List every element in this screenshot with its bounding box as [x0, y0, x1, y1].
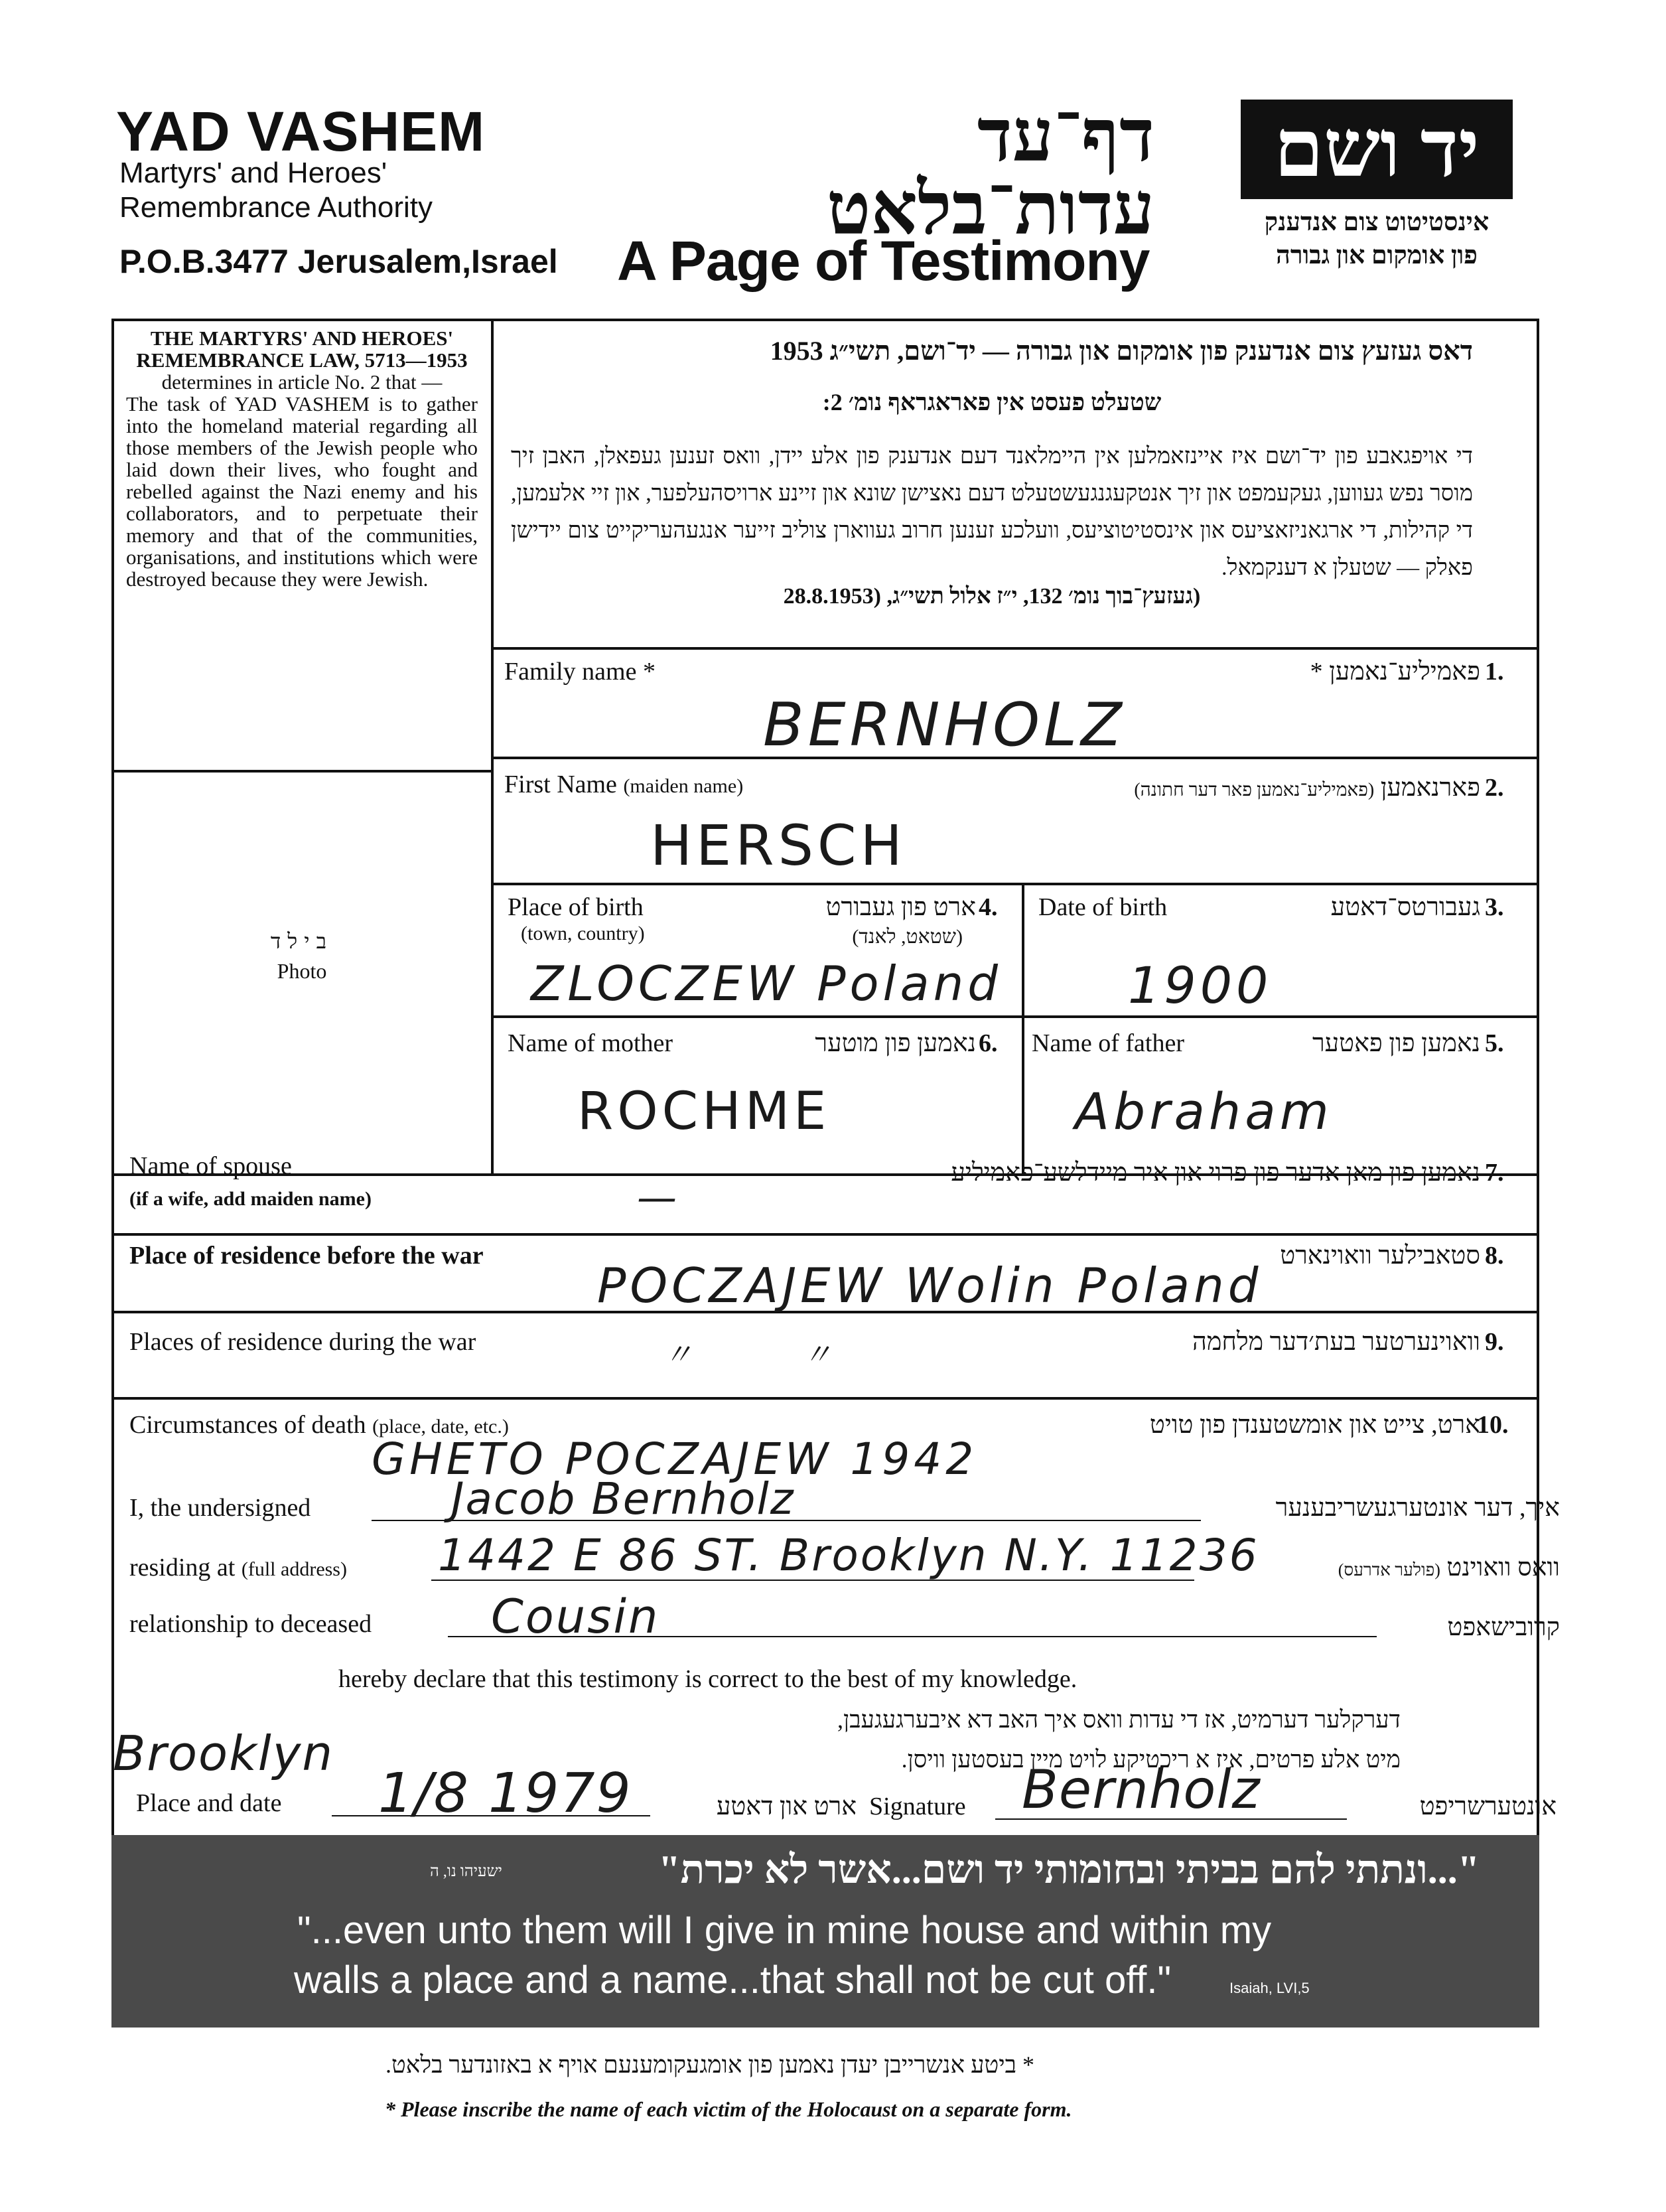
- place-value[interactable]: Brooklyn: [113, 1726, 334, 1781]
- residence-before-war-hebrew-label: סטאבילער וואוינארט: [1280, 1242, 1480, 1270]
- mother-name-hebrew-label: נאמען פון מוטער: [815, 1029, 976, 1057]
- father-name-label: Name of father: [1032, 1029, 1184, 1057]
- spouse-name-number: 7.: [1485, 1159, 1504, 1187]
- date-of-birth-number: 3.: [1485, 893, 1504, 921]
- family-name-number: 1.: [1485, 658, 1504, 686]
- quote-band: [111, 1835, 1539, 2028]
- residence-during-war-number: 9.: [1485, 1328, 1504, 1356]
- relationship-label: relationship to deceased: [129, 1610, 372, 1638]
- undersigned-label: I, the undersigned: [129, 1494, 311, 1522]
- law-hebrew-heading: דאס געזעץ צום אנדענק פון אומקום און גבורה — יד־ושם, תשי״ג 1953: [770, 336, 1473, 366]
- law-hebrew-body: די אויפגאבע פון יד־ושם איז איינזאמלען אין היימלאנד דעם אנדענק פון אלע יידן, וואס זענען געפאלן, האבן זיך מוסר נפש געווען, געקעמפט און זיך אנטקעגנגעשטעלט דעם נאצישן שונא און זיינע ארויסהעלפער, און זיי אלעמען, די קהילות, די ארגאניזאציעס און אינסטיטוציעס, וועלכע זענען חרוב געווארן צוליב זייער אנגעהעריקייט צום יידישן פאלק — שטעלן א דענקמאל.: [511, 444, 1473, 580]
- father-name-hebrew-label: נאמען פון פאטער: [1312, 1029, 1480, 1057]
- logo-caption: [1234, 206, 1519, 272]
- row-divider-7: [111, 1397, 1539, 1400]
- first-name-hebrew-text: פארנאמען: [1380, 774, 1480, 802]
- mother-name-value[interactable]: ROCHME: [577, 1082, 831, 1142]
- declaration-hebrew-line-2: מיט אלע פרטים, איז א ריכטיקע לויט מיין בעסטען וויסן.: [901, 1746, 1401, 1773]
- death-circumstances-text: Circumstances of death: [129, 1411, 366, 1439]
- residence-before-war-label: Place of residence before the war: [129, 1242, 484, 1270]
- row-divider-5: [111, 1233, 1539, 1236]
- death-circumstances-note: (place, date, etc.): [372, 1416, 509, 1438]
- declaration-english: hereby declare that this testimony is correct to the best of my knowledge.: [338, 1665, 1077, 1693]
- death-circumstances-value[interactable]: GHETO POCZAJEW 1942: [372, 1434, 978, 1485]
- birth-column-divider: [1022, 883, 1024, 1175]
- mother-name-label: Name of mother: [508, 1029, 673, 1057]
- hebrew-title-line-1: דף־עד: [977, 96, 1154, 177]
- residence-during-war-value[interactable]: 〃 〃: [663, 1338, 836, 1372]
- quote-band-reference: Isaiah, LVI,5: [1229, 1980, 1310, 1996]
- residence-during-war-hebrew-label: וואוינערטער בעת׳דער מלחמה: [1192, 1328, 1480, 1356]
- death-circumstances-hebrew-label: ארט, צייט און אומשטענדן פון טויט: [1149, 1411, 1480, 1439]
- quote-band-english-line-1: "...even unto them will I give in mine house and within my: [297, 1909, 1272, 1952]
- residing-at-note: (full address): [241, 1558, 347, 1580]
- signature-value[interactable]: Bernholz: [1022, 1759, 1261, 1820]
- date-value[interactable]: 1/8 1979: [378, 1762, 632, 1825]
- residing-at-hebrew-note: (פולער אדרעס): [1338, 1560, 1440, 1580]
- place-date-hebrew-label: ארט און דאטע: [716, 1793, 857, 1820]
- residing-at-hebrew-text: וואס וואוינט: [1446, 1554, 1560, 1582]
- death-circumstances-number: 10.: [1477, 1411, 1509, 1439]
- family-name-label: Family name *: [504, 658, 656, 686]
- photo-label: Photo: [277, 959, 327, 983]
- first-name-label-note: (maiden name): [623, 775, 744, 797]
- first-name-value[interactable]: HERSCH: [650, 813, 906, 878]
- org-address: P.O.B.3477 Jerusalem,Israel: [119, 243, 558, 280]
- residing-at-value[interactable]: 1442 E 86 ST. Brooklyn N.Y. 11236: [438, 1530, 1259, 1581]
- first-name-hebrew-label: [1134, 773, 1480, 802]
- footer-english-note: * Please inscribe the name of each victim of the Holocaust on a separate form.: [385, 2097, 1072, 2121]
- law-column-divider: [491, 319, 494, 1175]
- law-box: [126, 327, 478, 590]
- first-name-hebrew-note: (פאמיליע־נאמען פאר דער חתונה): [1134, 780, 1375, 800]
- place-of-birth-number: 4.: [979, 893, 998, 921]
- date-of-birth-hebrew-label: געבורטס־דאטע: [1330, 893, 1480, 921]
- residence-before-war-value[interactable]: POCZAJEW Wolin Poland: [597, 1258, 1263, 1313]
- hebrew-title-line-2: עדות־בלאט: [826, 169, 1154, 250]
- first-name-label: [504, 770, 743, 799]
- declaration-hebrew-line-1: דערקלער דערמיט, אז די עדות וואס איך האב דא איבערגעגעבן,: [837, 1706, 1401, 1733]
- family-name-hebrew-label: פאמיליע־נאמען *: [1310, 658, 1480, 686]
- page-title: A Page of Testimony: [617, 230, 1150, 292]
- law-title: THE MARTYRS' AND HEROES' REMEMBRANCE LAW, 5713—1953: [136, 327, 468, 372]
- quote-band-hebrew-source: ישעיהו נו, ה: [430, 1863, 502, 1880]
- row-divider-3: [491, 1015, 1539, 1018]
- residing-at-hebrew-label: [1338, 1553, 1560, 1582]
- footer-hebrew-note: * ביטע אנשרייבן יעדן נאמען פון אומגעקומענעם אויף א באזונדער בלאט.: [385, 2051, 1034, 2078]
- spouse-name-value[interactable]: —: [637, 1175, 681, 1221]
- father-name-value[interactable]: Abraham: [1075, 1082, 1333, 1141]
- org-subtitle: Martyrs' and Heroes' Remembrance Authority: [119, 157, 433, 224]
- quote-band-hebrew: "...ונתתי להם בביתי ובחומותי יד ושם...אשר לא יכרת": [658, 1848, 1480, 1891]
- relationship-hebrew-label: קרובישאפט: [1447, 1613, 1560, 1641]
- row-divider-2: [491, 883, 1539, 885]
- residing-at-label: [129, 1553, 347, 1582]
- family-name-value[interactable]: BERNHOLZ: [763, 690, 1126, 760]
- place-of-birth-hebrew-label: ארט פון געבורט: [825, 893, 976, 921]
- spouse-name-hebrew-label: נאמען פון מאן אדער פון פרוי און איר מיידלשע־פאמיליע: [951, 1159, 1480, 1187]
- signature-label: Signature: [869, 1793, 966, 1820]
- signature-hebrew-label: אונטערשריפט: [1419, 1793, 1557, 1820]
- hebrew-title: [677, 96, 1154, 250]
- first-name-label-text: First Name: [504, 771, 617, 798]
- org-name: YAD VASHEM: [116, 100, 486, 163]
- photo-hebrew-label: בילד: [270, 929, 334, 953]
- residence-before-war-number: 8.: [1485, 1242, 1504, 1270]
- law-intro: determines in article No. 2 that —: [161, 370, 443, 394]
- undersigned-hebrew-label: איך, דער אונטערגעשריבענער: [1275, 1494, 1560, 1522]
- place-of-birth-value[interactable]: ZLOCZEW Poland: [531, 956, 1002, 1011]
- form-right-border: [1537, 319, 1539, 1838]
- residing-at-text: residing at: [129, 1554, 236, 1582]
- relationship-value[interactable]: Cousin: [491, 1589, 660, 1644]
- law-body: The task of YAD VASHEM is to gather into the homeland material regarding all those members of the Jewish people who laid down their lives, who fought and rebelled against the Nazi enemy and his collaborators, and to perpetuate their memory and that of the communities, organisations, and institutions which were destroyed because they were Jewish.: [126, 392, 478, 591]
- date-of-birth-label: Date of birth: [1038, 893, 1168, 921]
- logo-caption-line-1: אינסטיטוט צום אנדענק: [1264, 208, 1490, 236]
- place-of-birth-note: (town, country): [521, 922, 645, 944]
- form-left-border: [111, 319, 114, 1838]
- date-of-birth-value[interactable]: 1900: [1128, 956, 1273, 1015]
- logo-caption-line-2: פון אומקום און גבורה: [1276, 242, 1478, 269]
- undersigned-value[interactable]: Jacob Bernholz: [451, 1473, 795, 1524]
- law-photo-divider: [111, 770, 491, 773]
- law-hebrew-citation: (געזעץ־בוך נומ׳ 132, י״ז אלול תשי״ג, (28.8.1953: [783, 584, 1201, 609]
- place-of-birth-label: Place of birth: [508, 893, 644, 921]
- spouse-name-note: (if a wife, add maiden name): [129, 1188, 372, 1210]
- form-top-border: [111, 319, 1539, 321]
- logo-text: יד ושם: [1274, 105, 1480, 193]
- residence-during-war-label: Places of residence during the war: [129, 1328, 476, 1356]
- quote-band-english-line-2: walls a place and a name...that shall not be cut off.": [294, 1958, 1172, 2002]
- first-name-number: 2.: [1485, 774, 1504, 802]
- father-name-number: 5.: [1485, 1029, 1504, 1057]
- place-of-birth-hebrew-note: (שטאט, לאנד): [852, 926, 963, 948]
- mother-name-number: 6.: [979, 1029, 998, 1057]
- spouse-name-label: Name of spouse: [129, 1152, 292, 1180]
- fields-top-border: [491, 647, 1539, 650]
- place-date-label: Place and date: [136, 1789, 282, 1817]
- yad-vashem-logo: [1241, 100, 1513, 199]
- law-hebrew-article: שטעלט פעסט אין פאראגראף נומ׳ 2:: [822, 389, 1162, 415]
